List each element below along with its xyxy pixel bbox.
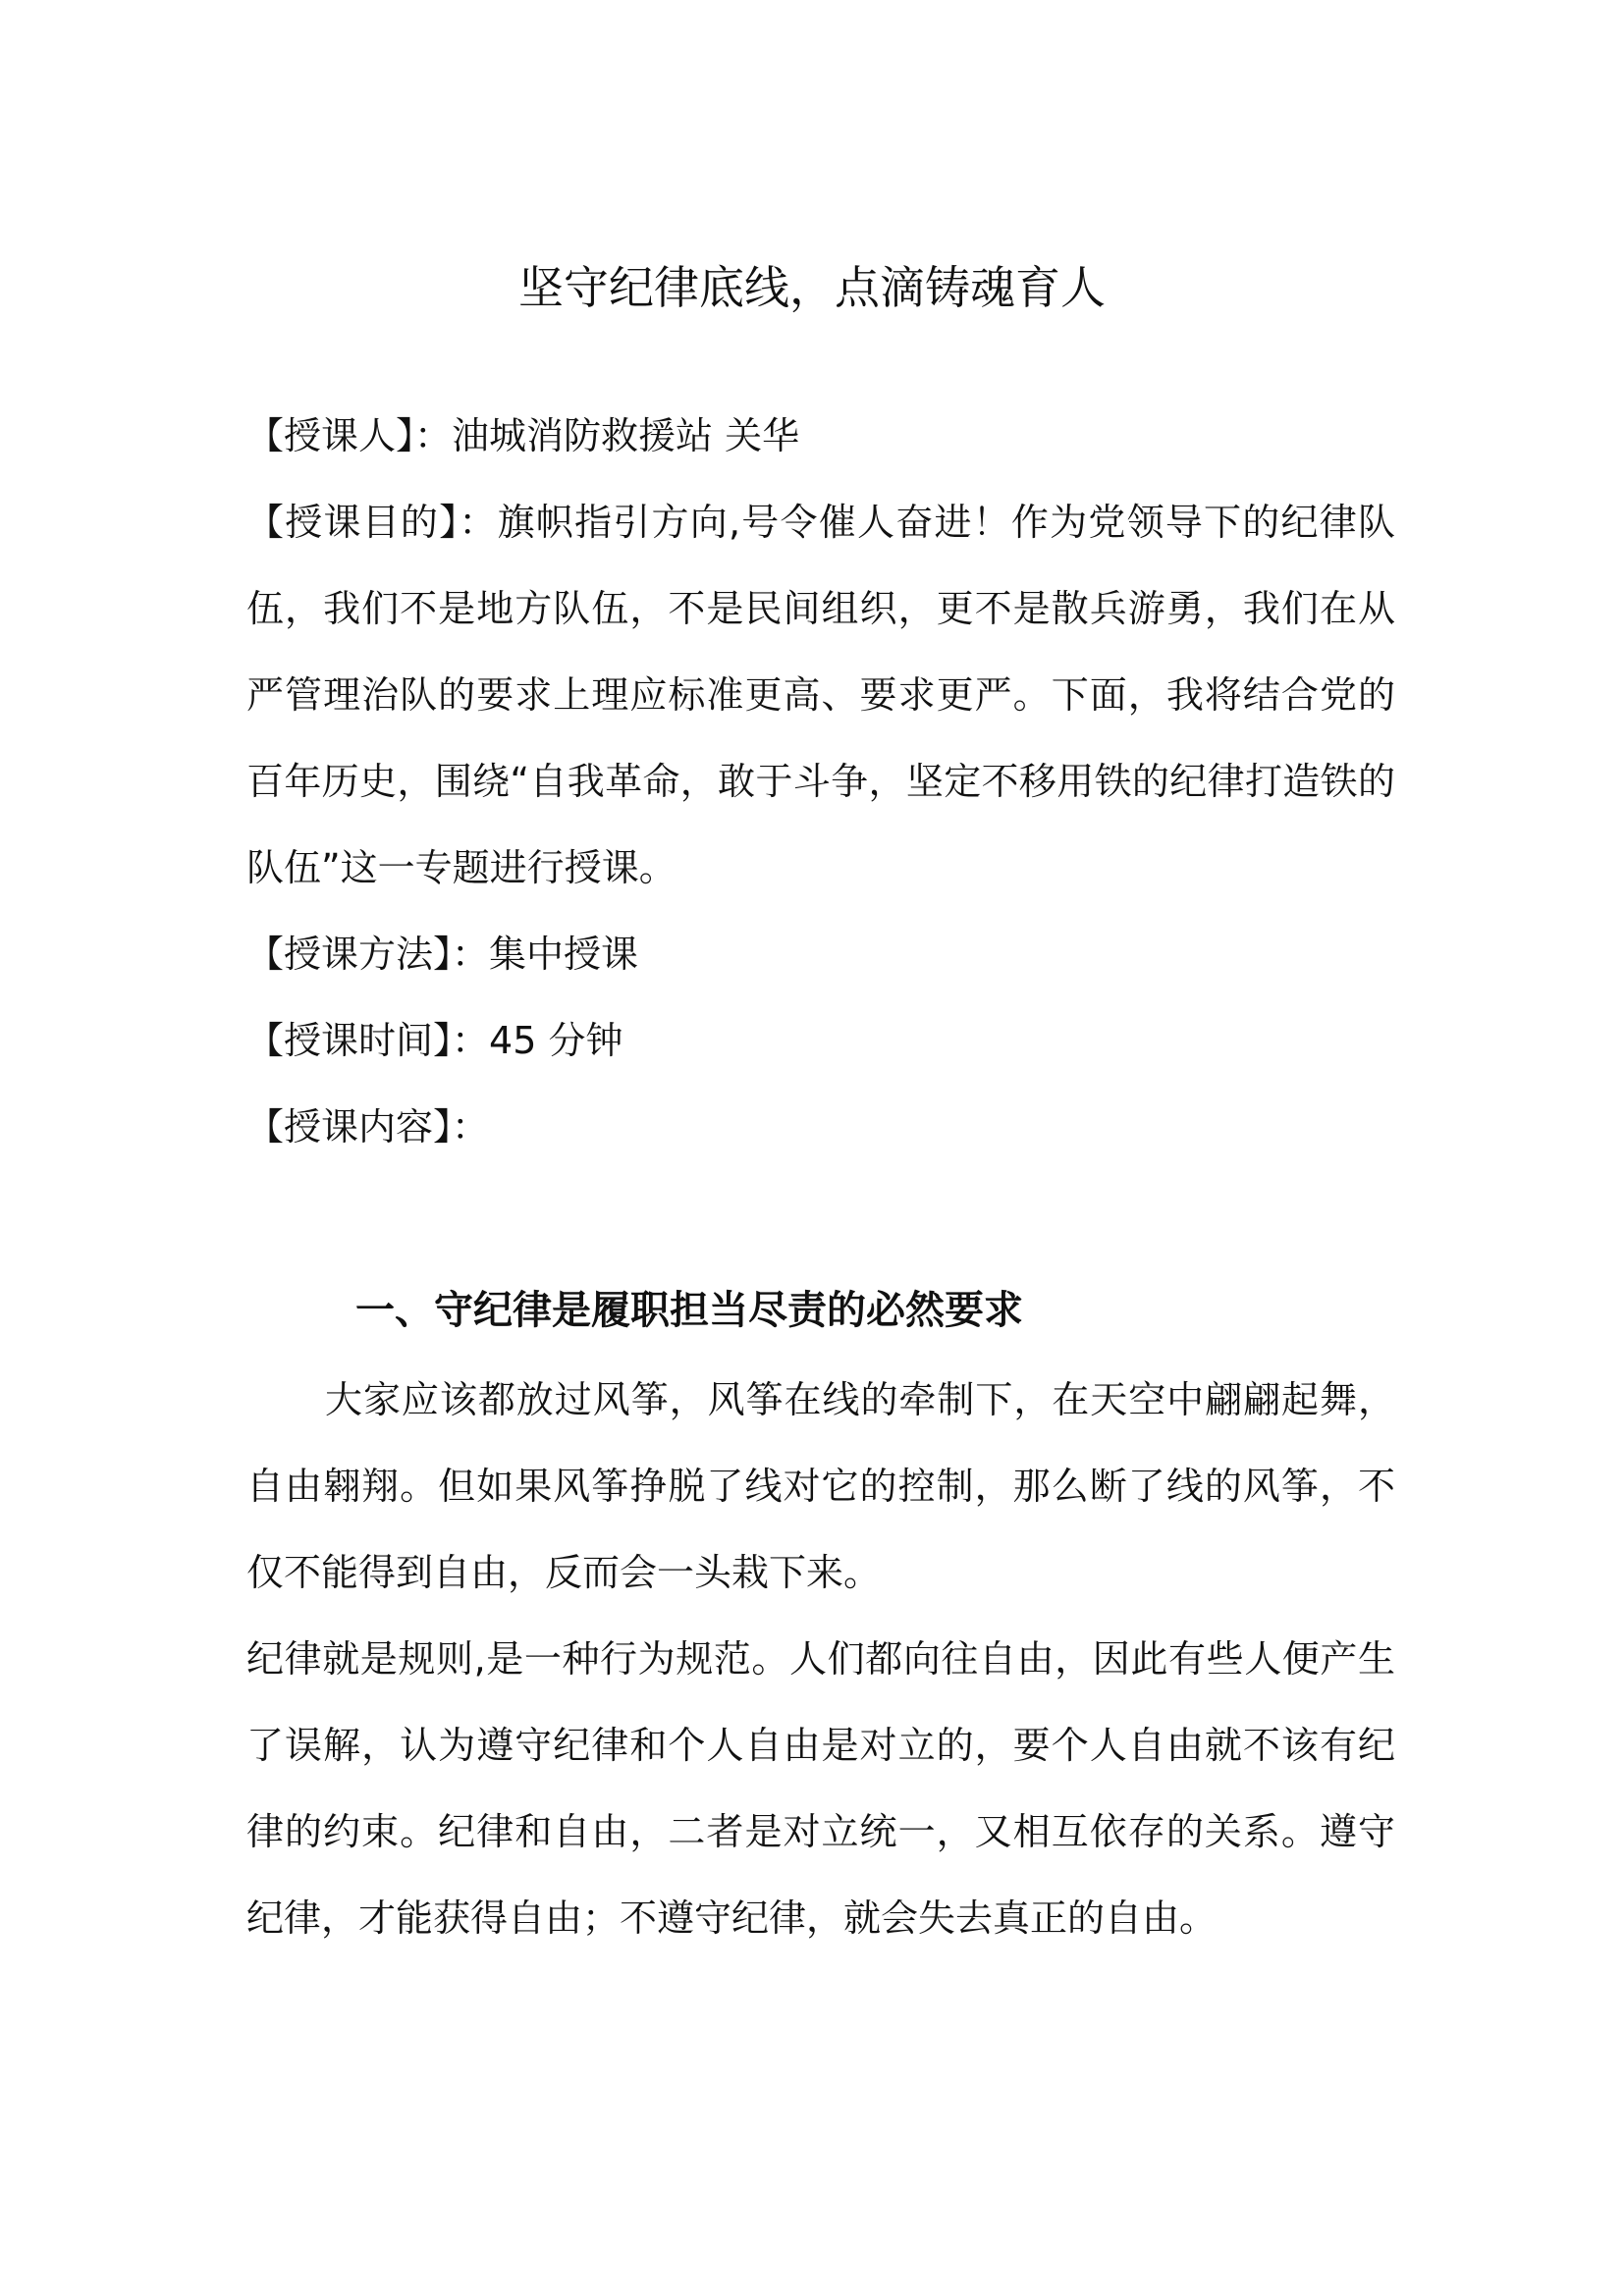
instructor-label: 【授课人】：	[246, 414, 453, 457]
purpose-label: 【授课目的】：	[246, 501, 498, 544]
section-heading: 一、守纪律是履职担当尽责的必然要求	[355, 1288, 1023, 1334]
time-line	[246, 997, 1395, 1084]
instructor-value: 油城消防救援站 关华	[452, 414, 800, 457]
time-value: 45 分钟	[489, 1019, 623, 1062]
method-line	[246, 911, 1395, 997]
method-label: 【授课方法】：	[246, 933, 490, 976]
purpose-paragraph	[246, 479, 1395, 911]
kite-paragraph: 大家应该都放过风筝，风筝在线的牵制下，在天空中翩翩起舞，自由翱翔。但如果风筝挣脱了线对它的控制，那么断了线的风筝，不仅不能得到自由，反而会一头栽下来。	[246, 1378, 1395, 1594]
purpose-value: 旗帜指引方向,号令催人奋进！作为党领导下的纪律队伍，我们不是地方队伍，不是民间组织，更不是散兵游勇，我们在从严管理治队的要求上理应标准更高、要求更严。下面，我将结合党的百年历史，围绕“自我革命，敢于斗争，坚定不移用铁的纪律打造铁的队伍”这一专题进行授课。	[246, 501, 1395, 889]
lesson-meta-block	[246, 393, 1395, 1170]
discipline-paragraph: 纪律就是规则,是一种行为规范。人们都向往自由，因此有些人便产生了误解，认为遵守纪律和个人自由是对立的，要个人自由就不该有纪律的约束。纪律和自由，二者是对立统一，又相互依存的关系。遵守纪律，才能获得自由；不遵守纪律，就会失去真正的自由。	[246, 1637, 1395, 1940]
time-label: 【授课时间】：	[246, 1019, 490, 1062]
content-line	[246, 1084, 1395, 1170]
instructor-line	[246, 393, 1395, 479]
section-body	[246, 1357, 1395, 1961]
method-value: 集中授课	[489, 933, 639, 976]
document-title: 坚守纪律底线，点滴铸魂育人	[518, 260, 1106, 314]
content-label: 【授课内容】：	[246, 1105, 490, 1148]
